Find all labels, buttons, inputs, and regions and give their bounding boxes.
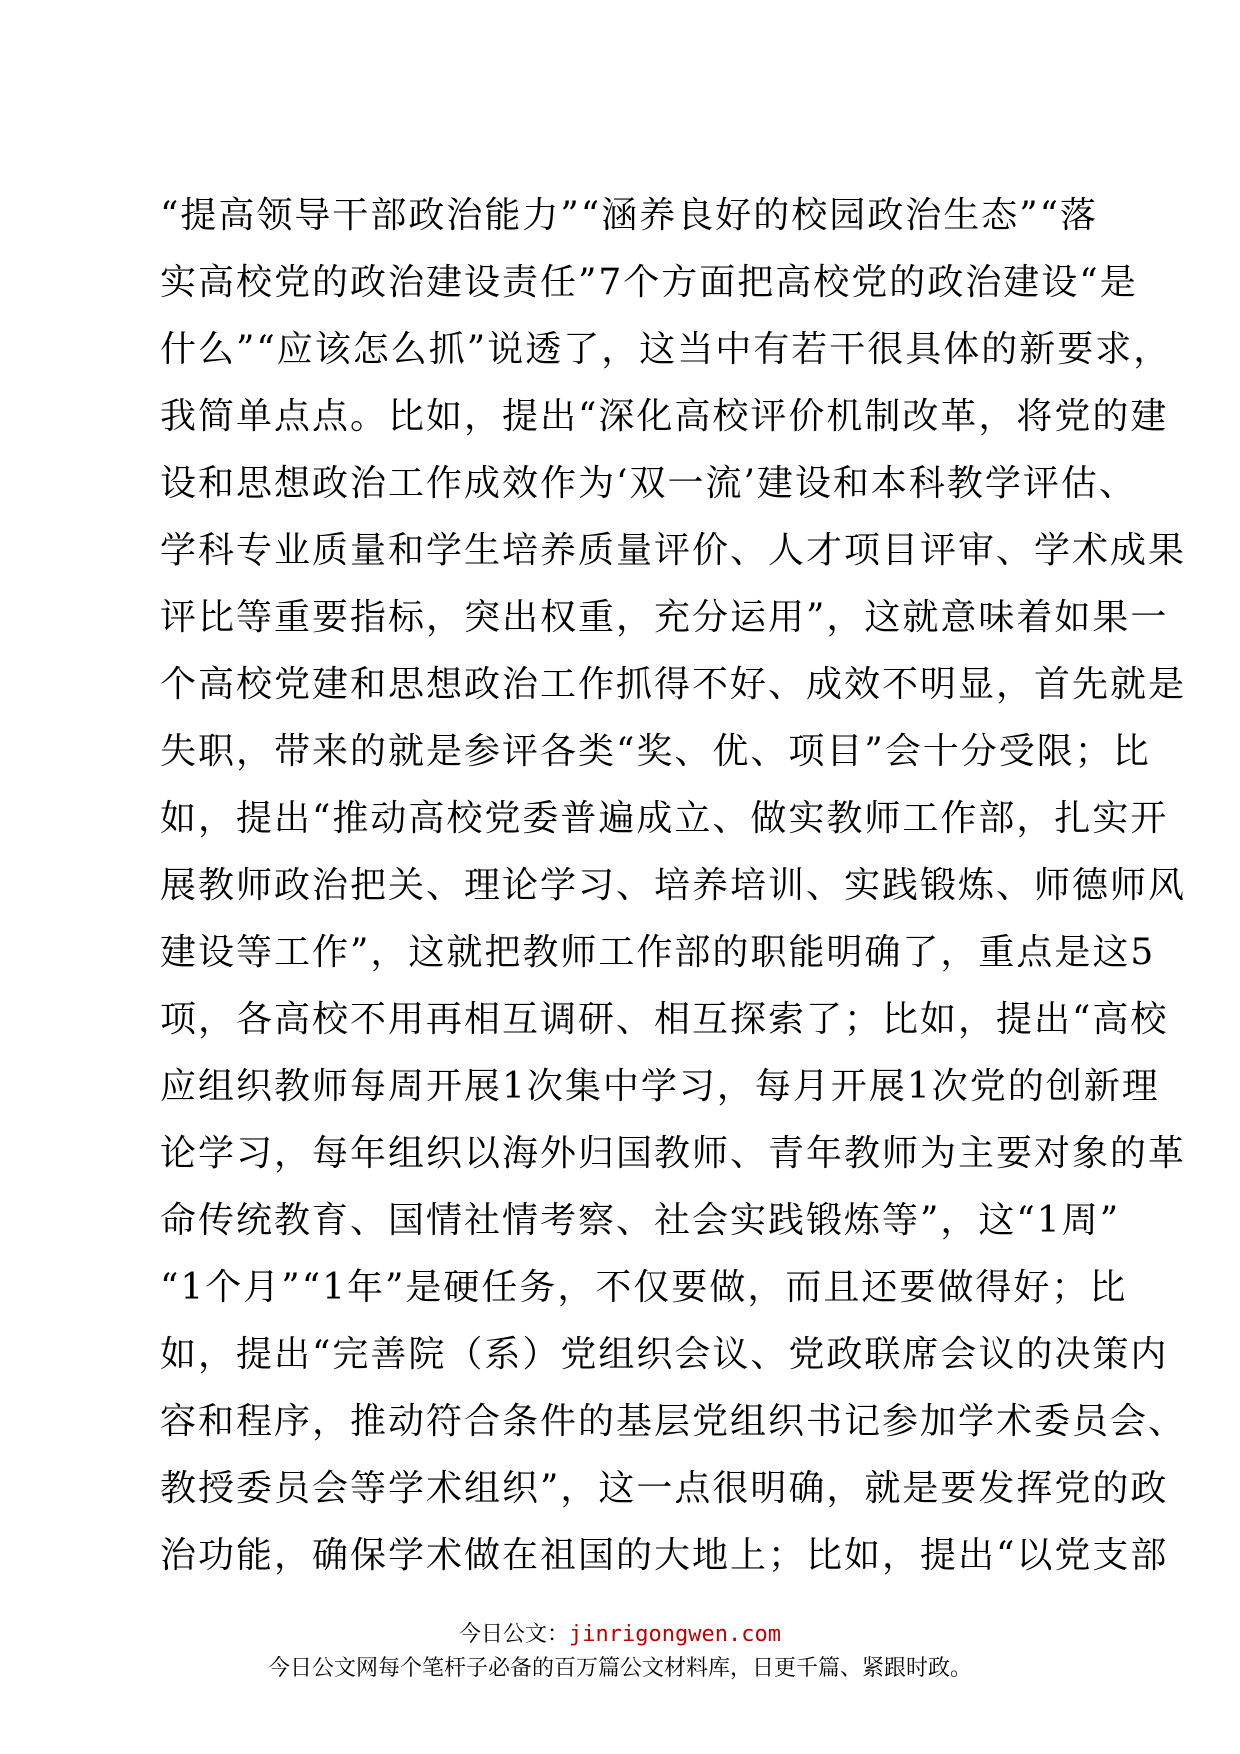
body-line: 如，提出“完善院（系）党组织会议、党政联席会议的决策内 [160,1334,1169,1375]
body-line: “提高领导干部政治能力”“涵养良好的校园政治生态”“落 [160,195,1099,236]
body-line: 容和程序，推动符合条件的基层党组织书记参加学术委员会、 [160,1401,1187,1442]
body-line: 设和思想政治工作成效作为‘双一流’建设和本科教学评估、 [160,463,1137,504]
body-line: 评比等重要指标，突出权重，充分运用”，这就意味着如果一 [160,597,1169,638]
body-line: 治功能，确保学术做在祖国的大地上；比如，提出“以党支部 [160,1535,1169,1576]
body-line: 命传统教育、国情社情考察、社会实践锻炼等”，这“1周” [160,1200,1121,1241]
body-line: 建设等工作”，这就把教师工作部的职能明确了，重点是这5 [160,932,1156,973]
body-line: 教授委员会等学术组织”，这一点很明确，就是要发挥党的政 [160,1468,1169,1509]
footer-tagline: 今日公文网每个笔杆子必备的百万篇公文材料库，日更千篇、紧跟时政。 [267,1656,972,1681]
body-line: 个高校党建和思想政治工作抓得不好、成效不明显，首先就是 [160,664,1187,705]
footer-label: 今日公文： [459,1622,570,1647]
body-line: 项，各高校不用再相互调研、相互探索了；比如，提出“高校 [160,999,1169,1040]
document-body [160,182,1187,1589]
body-line: 如，提出“推动高校党委普遍成立、做实教师工作部，扎实开 [160,798,1169,839]
body-line: 什么”“应该怎么抓”说透了，这当中有若干很具体的新要求， [160,329,1172,370]
page-footer [0,1620,1240,1684]
footer-source [0,1620,1240,1650]
body-line: 实高校党的政治建设责任”7个方面把高校党的政治建设“是 [160,262,1138,303]
body-line: 应组织教师每周开展1次集中学习，每月开展1次党的创新理 [160,1066,1160,1107]
body-line: 论学习，每年组织以海外归国教师、青年教师为主要对象的革 [160,1133,1187,1174]
body-line: 失职，带来的就是参评各类“奖、优、项目”会十分受限；比 [160,731,1151,772]
body-line: 学科专业质量和学生培养质量评价、人才项目评审、学术成果 [160,530,1187,571]
body-line: 展教师政治把关、理论学习、培养培训、实践锻炼、师德师风 [160,865,1187,906]
body-line: “1个月”“1年”是硬任务，不仅要做，而且还要做得好；比 [160,1267,1128,1308]
body-line: 我简单点点。比如，提出“深化高校评价机制改革，将党的建 [160,396,1169,437]
footer-url-link[interactable]: jinrigongwen.com [569,1622,781,1647]
